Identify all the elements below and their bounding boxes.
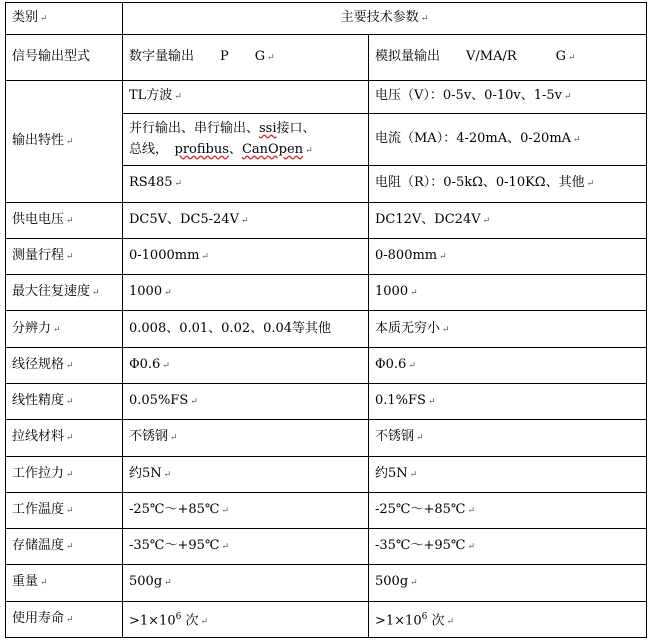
row-digital-cell: [123, 420, 369, 456]
paragraph-mark-icon: ↵: [53, 324, 61, 335]
paragraph-mark-icon: ↵: [586, 179, 595, 190]
row-analog-cell: [369, 456, 647, 492]
row-label-cell: [6, 420, 123, 456]
row-label: 工作拉力: [12, 465, 65, 481]
row-analog: -35℃～+95℃: [375, 538, 466, 554]
life-exponent: 6: [175, 611, 182, 622]
row-label-cell: [6, 275, 123, 311]
row-label: 线性精度: [12, 393, 65, 409]
row-digital: -25℃～+85℃: [129, 501, 220, 517]
paragraph-mark-icon: ↵: [221, 505, 230, 516]
output-digital-line2: [129, 139, 362, 162]
paragraph-mark-icon: ↵: [66, 614, 74, 625]
signal-label: 信号输出型式: [12, 49, 91, 65]
paragraph-mark-icon: ↵: [482, 215, 491, 226]
table-row: [6, 420, 647, 456]
paragraph-mark-icon: ↵: [200, 616, 209, 627]
paragraph-mark-icon: ↵: [305, 145, 313, 156]
row-label: 重量: [12, 574, 39, 590]
row-label-cell: [6, 383, 123, 419]
output-digital-text: 接口、: [276, 120, 316, 136]
output-analog-text: 电压（V）：0-5v、0-10v、1-5v: [375, 88, 562, 104]
row-digital-cell: [123, 529, 369, 565]
paragraph-mark-icon: ↵: [174, 92, 182, 103]
output-analog-3: [369, 166, 647, 202]
table-row: [6, 529, 647, 565]
row-analog: 0.1%FS: [375, 393, 426, 409]
row-analog: 约5N: [375, 465, 408, 481]
paragraph-mark-icon: ↵: [221, 542, 230, 553]
table-row: [6, 492, 647, 528]
row-label: 拉线材料: [12, 429, 65, 445]
paragraph-mark-icon: ↵: [66, 505, 74, 516]
row-digital: 1000: [129, 284, 163, 300]
life-digital-cell: [123, 601, 369, 637]
table-row: [6, 275, 647, 311]
paragraph-mark-icon: ↵: [190, 397, 198, 408]
output-digital-text: 总线，: [129, 141, 175, 157]
paragraph-mark-icon: ↵: [66, 542, 74, 553]
paragraph-mark-icon: ↵: [241, 215, 249, 226]
paragraph-mark-icon: ↵: [40, 14, 48, 25]
paragraph-mark-icon: ↵: [420, 14, 429, 25]
row-label-cell: [6, 238, 123, 274]
output-label-cell: [6, 80, 123, 202]
paragraph-mark-icon: ↵: [408, 360, 416, 371]
output-row-1: [6, 80, 647, 113]
row-digital: 0-1000mm: [129, 247, 200, 263]
row-analog-cell: [369, 202, 647, 238]
row-label-cell: [6, 347, 123, 383]
row-analog: 不锈钢: [375, 429, 415, 445]
paragraph-mark-icon: ↵: [446, 616, 455, 627]
header-title-cell: [123, 3, 647, 35]
row-analog: 本质无穷小: [375, 320, 441, 336]
row-label: 存储温度: [12, 538, 65, 554]
paragraph-mark-icon: ↵: [164, 288, 172, 299]
paragraph-mark-icon: ↵: [66, 397, 74, 408]
row-label-cell: [6, 492, 123, 528]
life-base: >1×10: [129, 612, 176, 628]
paragraph-mark-icon: ↵: [442, 324, 450, 335]
row-label: 最大往复速度: [12, 284, 91, 300]
life-unit: 次: [431, 612, 445, 628]
paragraph-mark-icon: ↵: [467, 542, 476, 553]
paragraph-mark-icon: ↵: [66, 251, 74, 262]
row-label: 工作温度: [12, 501, 65, 517]
row-analog-cell: [369, 492, 647, 528]
spec-table: [5, 2, 647, 638]
paragraph-mark-icon: ↵: [564, 92, 572, 103]
header-label: 类别: [12, 10, 39, 26]
row-analog-cell: [369, 347, 647, 383]
row-digital: Φ0.6: [129, 356, 161, 372]
row-label-cell: [6, 565, 123, 601]
paragraph-mark-icon: ↵: [164, 578, 172, 589]
row-analog: -25℃～+85℃: [375, 501, 466, 517]
row-label-cell: [6, 456, 123, 492]
output-digital-text: RS485: [129, 175, 173, 191]
paragraph-mark-icon: ↵: [174, 179, 183, 190]
row-digital-cell: [123, 492, 369, 528]
paragraph-mark-icon: ↵: [416, 433, 424, 444]
row-digital-cell: [123, 456, 369, 492]
row-digital-cell: [123, 347, 369, 383]
signal-label-cell: [6, 35, 123, 80]
output-digital-term: ssi: [259, 120, 277, 136]
row-label-cell: [6, 311, 123, 347]
paragraph-mark-icon: ↵: [66, 136, 74, 147]
output-digital-text: 、: [228, 141, 242, 157]
row-digital: -35℃～+95℃: [129, 538, 220, 554]
header-title: 主要技术参数: [340, 10, 419, 26]
table-row: [6, 383, 647, 419]
output-analog-2: [369, 113, 647, 165]
row-analog-cell: [369, 311, 647, 347]
output-digital-term: profibus: [174, 141, 229, 157]
paragraph-mark-icon: ↵: [201, 251, 209, 262]
paragraph-mark-icon: ↵: [427, 397, 436, 408]
row-digital: 0.008、0.01、0.02、0.04等其他: [129, 321, 332, 337]
row-analog-cell: [369, 420, 647, 456]
paragraph-mark-icon: ↵: [40, 578, 48, 589]
signal-digital: 数字量输出 P G: [129, 48, 266, 64]
output-digital-1: [123, 80, 369, 113]
table-row: [6, 347, 647, 383]
table-row: [6, 456, 647, 492]
row-label-cell: [6, 202, 123, 238]
paragraph-mark-icon: ↵: [66, 360, 74, 371]
life-label: 使用寿命: [12, 610, 65, 626]
row-digital: 500g: [129, 574, 163, 590]
life-row: [6, 601, 647, 637]
paragraph-mark-icon: ↵: [267, 52, 275, 63]
paragraph-mark-icon: ↵: [568, 52, 576, 63]
row-digital-cell: [123, 383, 369, 419]
row-analog: 0-800mm: [375, 247, 438, 263]
row-analog-cell: [369, 238, 647, 274]
output-digital-term: CanOpen: [241, 141, 304, 157]
output-label: 输出特性: [12, 132, 65, 148]
row-analog-cell: [369, 383, 647, 419]
paragraph-mark-icon: ↵: [66, 215, 74, 226]
row-analog-cell: [369, 529, 647, 565]
row-label: 分辨力: [12, 320, 52, 336]
paragraph-mark-icon: ↵: [410, 288, 418, 299]
signal-analog-cell: [369, 35, 647, 80]
life-base: >1×10: [375, 612, 422, 628]
row-analog-cell: [369, 275, 647, 311]
row-digital: DC5V、DC5-24V: [129, 211, 239, 227]
life-analog-cell: [369, 601, 647, 637]
paragraph-mark-icon: ↵: [162, 360, 170, 371]
row-analog: 500g: [375, 574, 409, 590]
row-label-cell: [6, 529, 123, 565]
paragraph-mark-icon: ↵: [66, 433, 74, 444]
paragraph-mark-icon: ↵: [163, 469, 172, 480]
output-digital-2: [123, 113, 369, 165]
table-row: [6, 238, 647, 274]
paragraph-mark-icon: ↵: [467, 505, 476, 516]
paragraph-mark-icon: ↵: [439, 251, 447, 262]
output-analog-1: [369, 80, 647, 113]
row-digital-cell: [123, 311, 369, 347]
row-analog-cell: [369, 565, 647, 601]
row-digital: 0.05%FS: [129, 393, 189, 409]
row-label: 测量行程: [12, 247, 65, 263]
signal-analog: 模拟量输出 V/MA/R G: [375, 48, 567, 64]
row-analog: 1000: [375, 284, 409, 300]
life-exponent: 6: [421, 611, 428, 622]
output-analog-text: 电流（MA）：4-20mA、0-20mA: [375, 131, 572, 147]
paragraph-mark-icon: ↵: [66, 469, 74, 480]
row-digital-cell: [123, 238, 369, 274]
paragraph-mark-icon: ↵: [410, 578, 418, 589]
table-row: [6, 565, 647, 601]
row-digital-cell: [123, 202, 369, 238]
output-analog-text: 电阻（R）：0-5kΩ、0-10KΩ、其他: [375, 175, 585, 191]
signal-digital-cell: [123, 35, 369, 80]
table-row: [6, 202, 647, 238]
paragraph-mark-icon: ↵: [170, 433, 178, 444]
row-digital: 不锈钢: [129, 429, 169, 445]
output-digital-3: [123, 166, 369, 202]
output-digital-text: TL方波: [129, 88, 173, 104]
life-label-cell: [6, 601, 123, 637]
life-unit: 次: [185, 612, 199, 628]
row-analog: DC12V、DC24V: [375, 211, 481, 227]
table-row: [6, 311, 647, 347]
paragraph-mark-icon: ↵: [409, 469, 418, 480]
row-digital: 约5N: [129, 465, 162, 481]
signal-row: [6, 35, 647, 80]
row-digital-cell: [123, 275, 369, 311]
paragraph-mark-icon: ↵: [573, 135, 581, 146]
header-label-cell: [6, 3, 123, 35]
row-analog: Φ0.6: [375, 356, 407, 372]
paragraph-mark-icon: ↵: [92, 288, 100, 299]
output-digital-text: 并行输出、串行输出、: [129, 120, 260, 136]
header-row: [6, 3, 647, 35]
row-label: 线径规格: [12, 356, 65, 372]
row-label: 供电电压: [12, 211, 65, 227]
row-digital-cell: [123, 565, 369, 601]
output-digital-line1: [129, 118, 362, 139]
